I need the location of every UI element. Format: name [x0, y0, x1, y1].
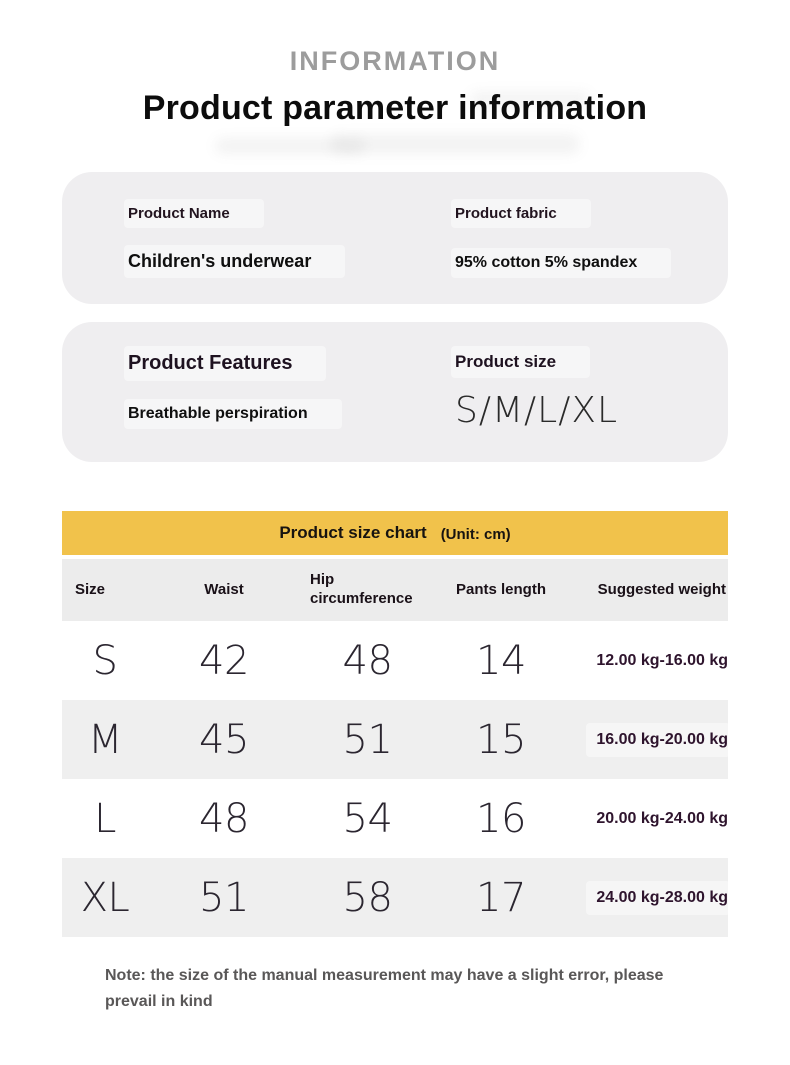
product-name-label — [128, 205, 455, 222]
weight-cell — [567, 889, 728, 907]
column-header-waist: Waist — [204, 580, 244, 598]
hip-cell: 58 — [342, 874, 393, 921]
size-cell: L — [94, 795, 116, 842]
page-title: Product parameter information — [142, 89, 648, 127]
size-chart — [62, 511, 728, 937]
product-size-block — [455, 352, 728, 462]
hip-cell: 51 — [342, 716, 393, 763]
ghost-artifact — [330, 134, 580, 154]
length-cell: 16 — [476, 795, 526, 842]
size-cell: XL — [80, 874, 130, 921]
product-name-value-text: Children's underwear — [124, 245, 345, 278]
column-header-size: Size — [75, 580, 106, 598]
product-features-card — [62, 322, 728, 462]
size-cell: S — [92, 637, 118, 684]
product-fabric-label — [455, 205, 728, 222]
size-chart-header-row — [62, 559, 728, 621]
waist-cell: 45 — [199, 716, 249, 763]
product-features-label — [128, 352, 455, 375]
product-size-label — [455, 352, 728, 372]
product-info-card — [62, 172, 728, 304]
length-cell: 17 — [476, 874, 526, 921]
size-chart-banner — [62, 511, 728, 555]
measurement-note: Note: the size of the manual measurement may have a slight error, please prevail in kind — [105, 967, 664, 1011]
product-fabric-block — [455, 205, 728, 304]
column-header-suggested-weight: Suggested weight — [597, 580, 726, 598]
hip-cell: 54 — [342, 795, 393, 842]
product-features-block — [128, 352, 455, 462]
product-name-block — [128, 205, 455, 304]
waist-cell: 48 — [199, 795, 249, 842]
product-fabric-value-text: 95% cotton 5% spandex — [451, 248, 671, 278]
weight-text: 24.00 kg-28.00 kg — [586, 881, 730, 915]
weight-cell — [567, 731, 728, 749]
length-cell: 14 — [476, 637, 526, 684]
waist-cell: 51 — [199, 874, 249, 921]
product-name-value — [128, 251, 455, 272]
weight-text: 12.00 kg-16.00 kg — [586, 644, 730, 678]
product-features-label-text: Product Features — [124, 346, 326, 381]
weight-text: 16.00 kg-20.00 kg — [586, 723, 730, 757]
weight-text: 20.00 kg-24.00 kg — [586, 802, 730, 836]
table-row-l — [62, 779, 728, 858]
weight-cell — [567, 810, 728, 828]
size-cell: M — [87, 716, 122, 763]
product-features-value — [128, 405, 455, 423]
column-header-hip: Hip circumference — [310, 571, 413, 607]
table-row-m — [62, 700, 728, 779]
page-header — [0, 0, 790, 128]
table-row-xl — [62, 858, 728, 937]
eyebrow-text: INFORMATION — [289, 46, 501, 76]
hip-cell: 48 — [342, 637, 393, 684]
product-size-label-text: Product size — [451, 346, 590, 378]
product-fabric-value — [455, 254, 728, 272]
table-row-s — [62, 621, 728, 700]
column-header-pants-length: Pants length — [455, 580, 546, 598]
product-features-value-text: Breathable perspiration — [124, 399, 342, 429]
product-size-value: S/M/L/XL — [455, 390, 619, 431]
waist-cell: 42 — [199, 637, 249, 684]
weight-cell — [567, 652, 728, 670]
product-name-label-text: Product Name — [124, 199, 264, 228]
size-chart-unit: (Unit: cm) — [440, 526, 511, 543]
product-fabric-label-text: Product fabric — [451, 199, 591, 228]
length-cell: 15 — [476, 716, 526, 763]
size-chart-title: Product size chart — [279, 523, 427, 542]
